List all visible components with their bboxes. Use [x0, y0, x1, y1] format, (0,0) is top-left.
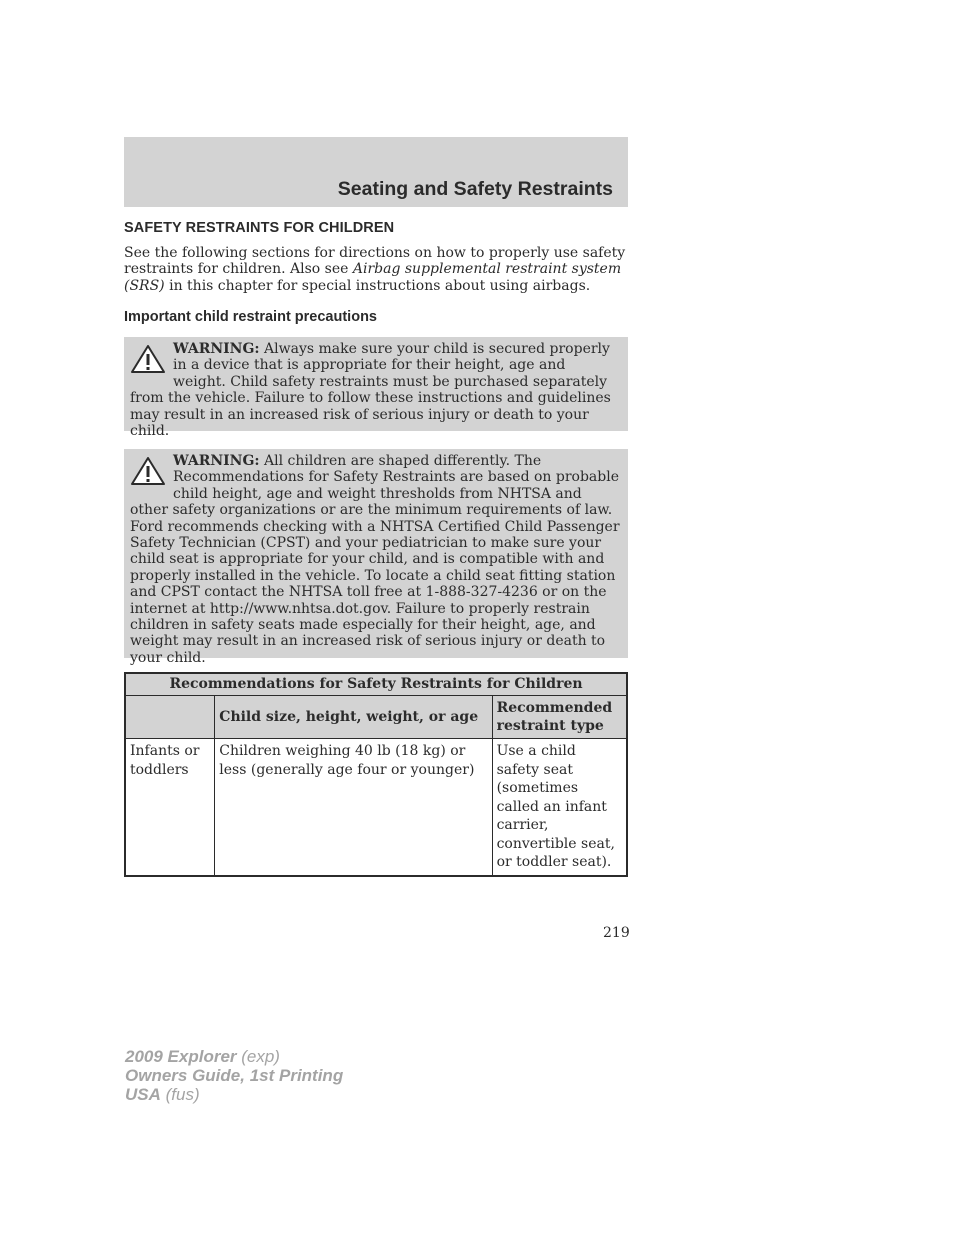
warning-label: WARNING: — [173, 453, 260, 469]
section-heading: SAFETY RESTRAINTS FOR CHILDREN — [124, 220, 395, 236]
footer-line-3 — [125, 1085, 343, 1104]
chapter-title: Seating and Safety Restraints — [337, 178, 613, 200]
footer-market: USA — [125, 1085, 161, 1104]
document-footer — [125, 1047, 343, 1104]
footer-line-2 — [125, 1066, 343, 1085]
warning-box-1 — [124, 337, 628, 440]
subsection-heading: Important child restraint precautions — [124, 309, 377, 325]
footer-model-code: (exp) — [236, 1047, 280, 1066]
table-header-cell — [125, 696, 215, 739]
warning-label: WARNING: — [173, 341, 260, 357]
intro-text-before: See the following sections for directions on how to properly use safety restraints for children. Also see — [124, 245, 626, 278]
page-number: 219 — [603, 925, 630, 941]
table-title: Recommendations for Safety Restraints for Children — [125, 673, 627, 696]
warning-box-2 — [124, 449, 628, 666]
warning-triangle-icon — [130, 344, 166, 374]
chapter-header-band — [124, 137, 628, 207]
warning-text: Always make sure your child is secured properly in a device that is appropriate for their height, age and weight. Child safety restraints must be purchased separately from the vehicle. Failure to follow these instructions and guidelines may result in an increased risk of serious injury or death to your child. — [130, 341, 611, 440]
table-cell: Use a child safety seat (sometimes called an infant carrier, convertible seat, or toddler seat). — [492, 739, 627, 876]
warning-text: All children are shaped differently. The Recommendations for Safety Restraints are based on probable child height, age and weight thresholds from NHTSA and other safety organizations or are the minimum requirements of law. Ford recommends checking with a NHTSA Certified Child Passenger Safety Technician (CPST) and your pediatrician to make sure your child seat is appropriate for your child, and is compatible with and properly installed in the vehicle. To locate a child seat fitting station and CPST contact the NHTSA toll free at 1-888-327-4236 or on the internet at http://www.nhtsa.dot.gov. Failure to properly restrain children in safety seats made especially for their height, age, and weight may result in an increased risk of serious injury or death to your child. — [130, 453, 620, 666]
table-row — [125, 739, 627, 876]
table-header-row — [125, 696, 627, 739]
warning-triangle-icon — [130, 456, 166, 486]
recommendations-table — [124, 672, 628, 877]
intro-paragraph — [124, 245, 628, 294]
table-cell: Children weighing 40 lb (18 kg) or less (generally age four or younger) — [215, 739, 492, 876]
intro-text-after: in this chapter for special instructions about using airbags. — [164, 277, 591, 294]
footer-line-1 — [125, 1047, 343, 1066]
footer-edition: Owners Guide, 1st Printing — [125, 1066, 344, 1085]
table-header-cell: Recommended restraint type — [492, 696, 627, 739]
table-header-cell: Child size, height, weight, or age — [215, 696, 492, 739]
intro-reference: Airbag supplemental restraint system (SRS) — [124, 261, 622, 294]
table-cell: Infants or toddlers — [125, 739, 215, 876]
table-title-row — [125, 673, 627, 696]
footer-market-code: (fus) — [160, 1085, 200, 1104]
footer-model: 2009 Explorer — [125, 1047, 237, 1066]
